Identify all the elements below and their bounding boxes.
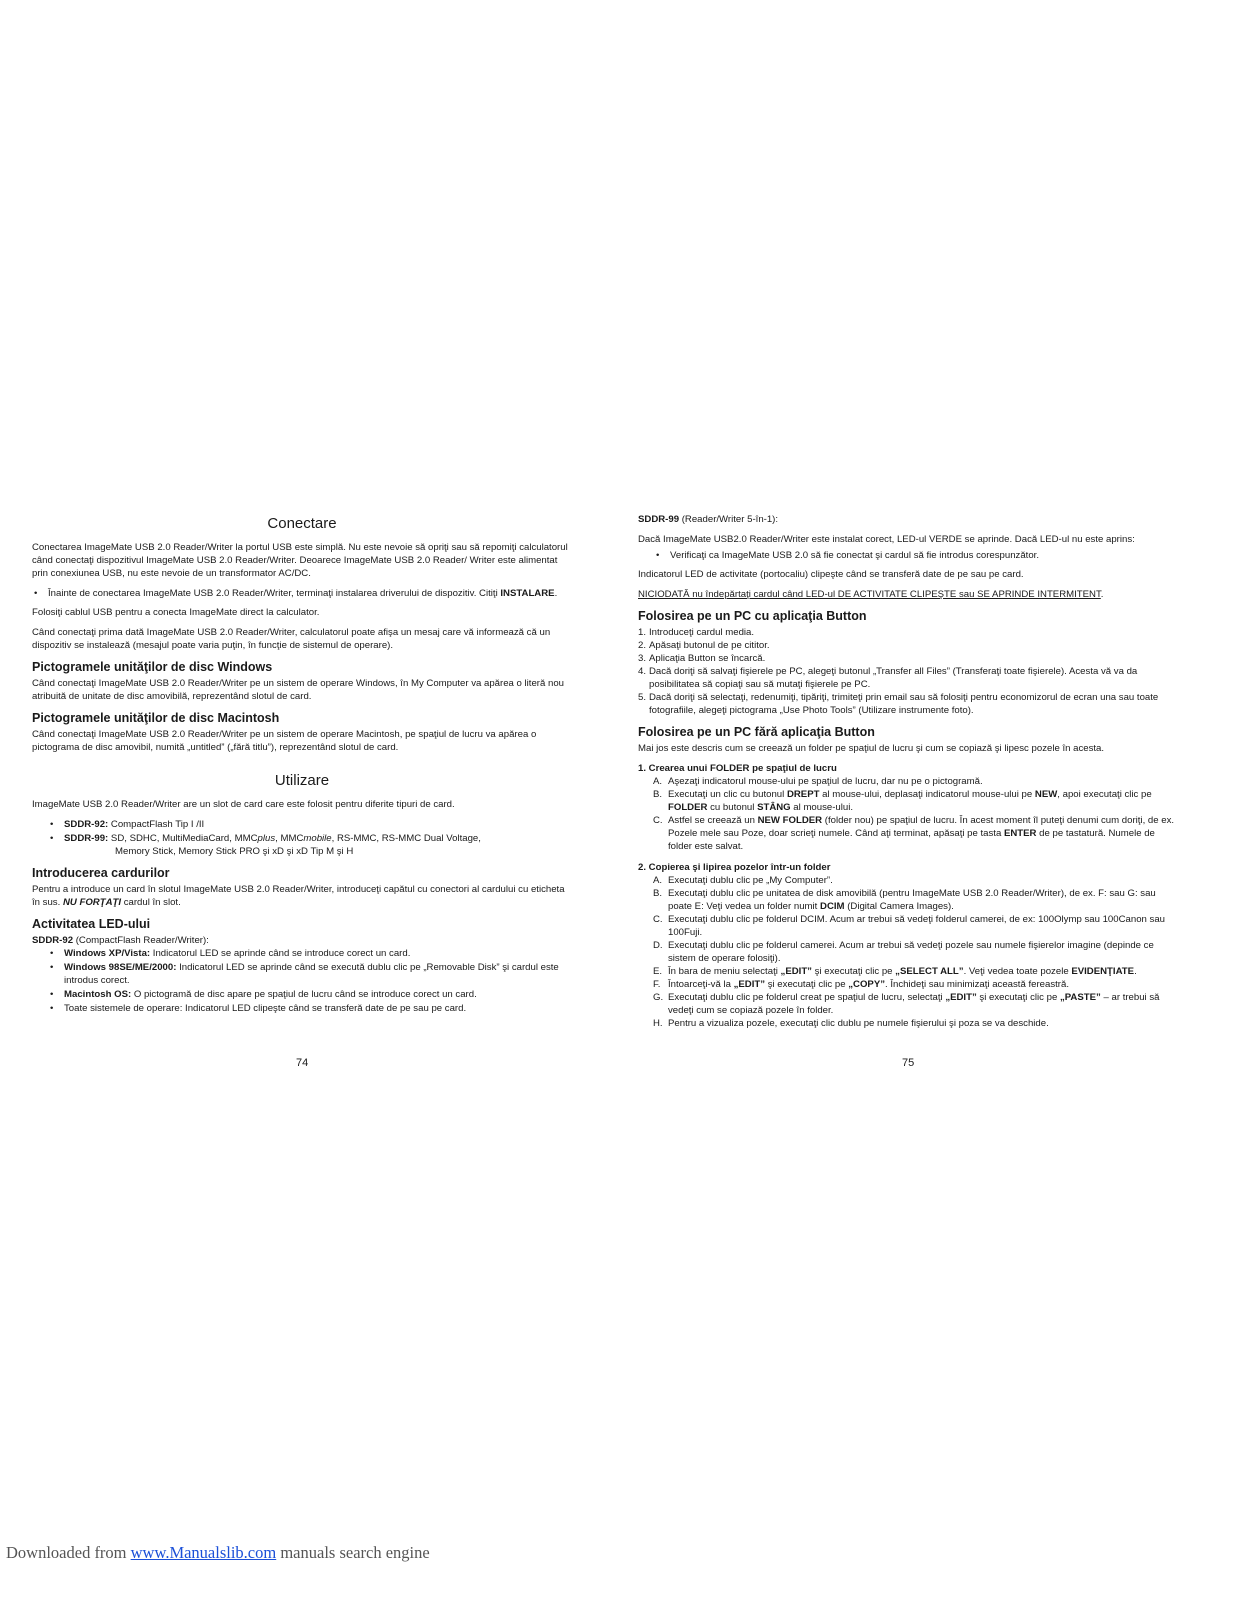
list-marker: A. <box>653 875 663 886</box>
install-note-list <box>32 587 572 600</box>
section-title-conectare: Conectare <box>267 515 337 532</box>
list-marker: G. <box>653 992 664 1003</box>
pc-no-button-heading: Folosirea pe un PC fără aplicaţia Button <box>638 725 875 739</box>
list-item: C. Executaţi dublu clic pe folderul DCIM. Acum ar trebui să vedeţi folderul camerei, de ex: 100Olymp sau 100Canon sau 100Fuji. <box>653 914 1166 938</box>
list-marker: B. <box>653 888 663 899</box>
led-activity-list <box>32 947 572 1015</box>
insert-cards-paragraph: Pentru a introduce un card în slotul ImageMate USB 2.0 Reader/Writer, introduceţi capătul cu conectori al cardului cu eticheta în sus. NU FORŢAŢI cardul în slot. <box>32 884 565 908</box>
list-item: A. Aşezaţi indicatorul mouse-ului pe spaţiul de lucru, dar nu pe o pictogramă. <box>653 776 983 787</box>
list-marker: 1. <box>638 627 647 638</box>
list-item: 1. Introduceţi cardul media. <box>638 627 755 638</box>
list-marker: H. <box>653 1018 663 1029</box>
list-marker: 5. <box>638 692 647 703</box>
list-item: • Windows XP/Vista: Indicatorul LED se aprinde când se introduce corect un card. <box>32 947 572 960</box>
first-connect-paragraph: Când conectaţi prima dată ImageMate USB 2.0 Reader/Writer, calculatorul poate afişa un mesaj care vă informează că un dispozitiv se instalează (mesajul poate varia puţin, în funcţie de sistemul de operare). <box>32 627 551 651</box>
list-item: 2. Apăsaţi butonul de pe cititor. <box>638 640 770 651</box>
intro-paragraph: Conectarea ImageMate USB 2.0 Reader/Writer la portul USB este simplă. Nu este nevoie să opriţi sau să repomiţi calculatorul când conectaţi dispozitivul ImageMate USB 2.0 Reader/Writer. Deoarece ImageMate USB 2.0 Reader/ Writer este alimentat prin conexiunea USB, nu este nevoie de un transformator AC/DC. <box>32 542 568 579</box>
list-item: E. În bara de meniu selectaţi „EDIT” şi executaţi clic pe „SELECT ALL”. Veţi vedea toate pozele EVIDENŢIATE. <box>653 966 1137 977</box>
list-item: • Verificaţi ca ImageMate USB 2.0 să fie conectat şi cardul să fie introdus corespunzător. <box>638 549 1180 562</box>
list-marker: 4. <box>638 666 647 677</box>
led-sddr92-subtitle: SDDR-92 (CompactFlash Reader/Writer): <box>32 935 209 946</box>
list-item: B. Executaţi dublu clic pe unitatea de disk amovibilă (pentru ImageMate USB 2.0 Reader/Writer), de ex. F: sau G: sau poate E: Veţi vedea un folder numit DCIM (Digital Camera Images). <box>653 888 1156 912</box>
copy-paste-steps <box>638 874 1180 1030</box>
list-item: 3. Aplicaţia Button se încarcă. <box>638 653 766 664</box>
list-item: 4. Dacă doriţi să salvaţi fişierele pe PC, alegeţi butonul „Transfer all Files” (Transferaţi toate fişierele). Acesta vă va da posibilitatea să copiaţi sau să mutaţi fişierele pe PC. <box>638 666 1138 690</box>
section-title-utilizare: Utilizare <box>274 772 330 789</box>
create-folder-steps <box>638 775 1180 853</box>
windows-icons-heading: Pictogramele unităţilor de disc Windows <box>32 660 273 674</box>
pc-button-heading: Folosirea pe un PC cu aplicaţia Button <box>638 609 867 623</box>
download-footer: Downloaded from www.Manualslib.com manuals search engine <box>6 1543 430 1562</box>
right-page <box>638 513 1180 1036</box>
list-marker: 2. <box>638 640 647 651</box>
list-item: A. Executaţi dublu clic pe „My Computer”. <box>653 875 833 886</box>
list-marker: C. <box>653 914 663 925</box>
cable-paragraph: Folosiţi cablul USB pentru a conecta ImageMate direct la calculator. <box>32 607 320 618</box>
mac-icons-paragraph: Când conectaţi ImageMate USB 2.0 Reader/Writer pe un sistem de operare Macintosh, pe spaţiul de lucru va apărea o pictograma de disc amovibil, numită „untitled” („fără titlu”), reprezentând slotul de card. <box>32 729 537 753</box>
activity-paragraph: Indicatorul LED de activitate (portocaliu) clipeşte când se transferă date de pe sau pe card. <box>638 569 1024 580</box>
list-item: • SDDR-92: CompactFlash Tip I /II <box>32 818 572 831</box>
list-item: 5. Dacă doriţi să selectaţi, redenumiţi, tipăriţi, trimiteţi prin email sau să folosiţi pentru economizorul de ecran una sau toate fotografiile, alegeţi pictograma „Use Photo Tools” (Utilizare instrumente foto). <box>638 692 1159 716</box>
left-page <box>32 515 572 1021</box>
list-item: C. Astfel se creează un NEW FOLDER (folder nou) pe spaţiul de lucru. În acest moment îl puteţi denumi cum doriţi, de ex. Pozele mele sau Poze, doar scrieţi numele. Când aţi terminat, apăsaţi pe tasta ENTER de pe tastatură. Numele de folder este salvat. <box>653 815 1175 852</box>
card-types-list <box>32 818 572 858</box>
windows-icons-paragraph: Când conectaţi ImageMate USB 2.0 Reader/Writer pe un sistem de operare Windows, în My Computer va apărea o literă nou atribuită de unitate de disc amovibilă, reprezentând slotul de card. <box>32 678 565 702</box>
insert-cards-heading: Introducerea cardurilor <box>32 866 170 880</box>
create-folder-title: 1. Crearea unui FOLDER pe spaţiul de lucru <box>638 763 837 774</box>
list-marker: F. <box>653 979 661 990</box>
warning-paragraph: NICIODATĂ nu îndepărtaţi cardul când LED-ul DE ACTIVITATE CLIPEŞTE sau SE APRINDE INTERMITENT. <box>638 589 1104 600</box>
list-item: • Macintosh OS: O pictogramă de disc apare pe spaţiul de lucru când se introduce corect un card. <box>32 988 572 1001</box>
led-activity-heading: Activitatea LED-ului <box>32 917 151 931</box>
list-marker: A. <box>653 776 663 787</box>
list-marker: B. <box>653 789 663 800</box>
mac-icons-heading: Pictogramele unităţilor de disc Macintosh <box>32 711 280 725</box>
list-item: • Toate sistemele de operare: Indicatorul LED clipeşte când se transferă date de pe sau pe card. <box>32 1002 572 1015</box>
page-number-left: 74 <box>296 1057 309 1069</box>
list-item: • SDDR-99: SD, SDHC, MultiMediaCard, MMCplus, MMCmobile, RS-MMC, RS-MMC Dual Voltage, Memory Stick, Memory Stick PRO şi xD şi xD Tip M şi H <box>32 832 572 858</box>
list-marker: C. <box>653 815 663 826</box>
copy-paste-title: 2. Copierea şi lipirea pozelor într-un folder <box>638 862 831 873</box>
sddr99-subtitle: SDDR-99 (Reader/Writer 5-în-1): <box>638 514 779 525</box>
list-marker: E. <box>653 966 663 977</box>
install-check-paragraph: Dacă ImageMate USB2.0 Reader/Writer este instalat corect, LED-ul VERDE se aprinde. Dacă LED-ul nu este aprins: <box>638 534 1135 545</box>
page-number-right: 75 <box>902 1057 915 1069</box>
pc-button-steps <box>638 626 1180 717</box>
list-item: F. Întoarceţi-vă la „EDIT” şi executaţi clic pe „COPY”. Închideţi sau minimizaţi această fereastră. <box>653 979 1069 990</box>
list-item: D. Executaţi dublu clic pe folderul camerei. Acum ar trebui să vedeţi pozele sau numele fişierelor imagine (depinde ce sistem de operare folosiţi). <box>653 940 1154 964</box>
list-marker: D. <box>653 940 663 951</box>
manualslib-link[interactable]: www.Manualslib.com <box>130 1543 277 1562</box>
no-button-intro: Mai jos este descris cum se creează un folder pe spaţiul de lucru şi cum se copiază şi lipesc pozele în acesta. <box>638 743 1105 754</box>
list-marker: 3. <box>638 653 647 664</box>
install-link-text: INSTALARE <box>500 588 555 599</box>
list-item: G. Executaţi dublu clic pe folderul creat pe spaţiul de lucru, selectaţi „EDIT” şi executaţi clic pe „PASTE” – ar trebui să vedeţi cum se copiază pozele în folder. <box>653 992 1160 1016</box>
list-item: H. Pentru a vizualiza pozele, executaţi clic dublu pe numele fişierului şi poza se va deschide. <box>653 1018 1049 1029</box>
list-item: • Înainte de conectarea ImageMate USB 2.0 Reader/Writer, terminaţi instalarea driverului de dispozitiv. Citiţi INSTALARE. <box>32 587 572 600</box>
list-item: B. Executaţi un clic cu butonul DREPT al mouse-ului, deplasaţi indicatorul mouse-ului pe NEW, apoi executaţi clic pe FOLDER cu butonul STÂNG al mouse-ului. <box>653 789 1152 813</box>
list-item: • Windows 98SE/ME/2000: Indicatorul LED se aprinde când se execută dublu clic pe „Removable Disk” şi cardul este introdus corect. <box>32 961 572 987</box>
usage-paragraph: ImageMate USB 2.0 Reader/Writer are un slot de card care este folosit pentru diferite tipuri de card. <box>32 799 455 810</box>
check-list <box>638 549 1180 562</box>
